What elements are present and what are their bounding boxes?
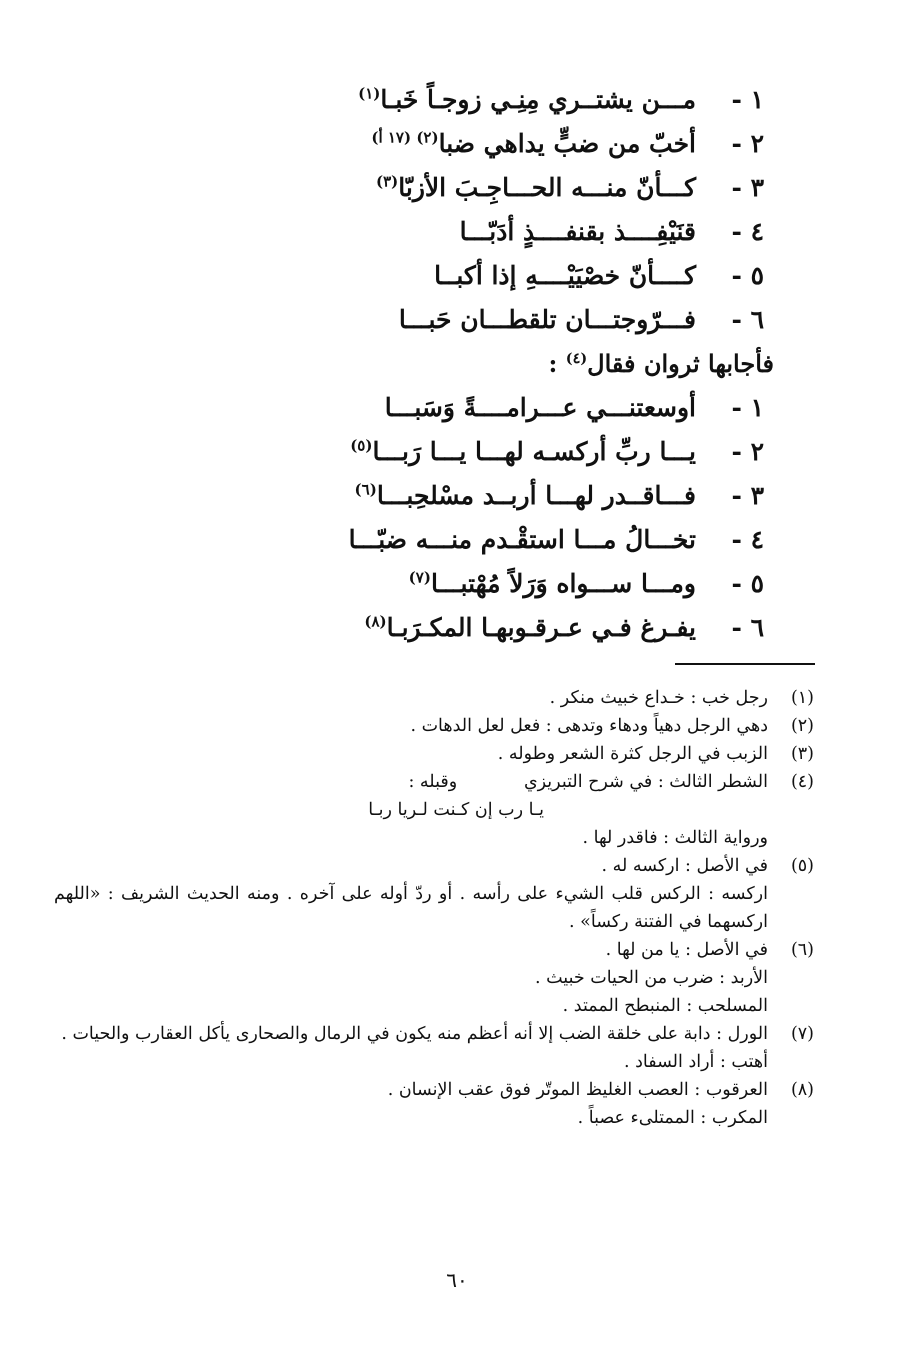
verse-line: ٥ -ومـــا ســـواه وَرَلاً مُهْتبـــا$^{(٧)}$ xyxy=(408,568,764,598)
footnote-continuation: أهتب : أراد السفاد . xyxy=(623,1052,768,1072)
footnote: (٣) الزبب في الرجل كثرة الشعر وطوله . xyxy=(497,744,814,764)
verse-line: ١ -أوسعتنـــي عـــرامــــةً وَسَبـــا xyxy=(384,393,764,422)
verse-line: ٤ -تخـــالُ مـــا استقْـدم منـــه ضبّـــا xyxy=(348,525,764,554)
footnote-continuation: المسلحب : المنبطح الممتد . xyxy=(562,996,768,1016)
footnote: (٤) الشطر الثالث : في شرح التبريزي وقبله : xyxy=(408,772,814,792)
footnote: (١) رجل خب : خـداع خبيث منكر . xyxy=(549,688,814,708)
footnote: (٢) دهي الرجل دهياً ودهاء وتدهى : فعل لعل الدهات . xyxy=(410,716,814,736)
footnote-continuation: الأربد : ضرب من الحيات خبيث . xyxy=(534,968,768,988)
verse-line: ١ -مـــن يشتــري مِنِـي زوجـاً خَبـا$^{(١)}$ xyxy=(358,84,764,114)
footnote-marker: (٣) xyxy=(375,172,399,191)
footnote-separator xyxy=(675,663,815,665)
footnote: (٥) في الأصل : اركسه له . xyxy=(601,856,814,876)
footnote-continuation: اركسه : الركس قلب الشيء على رأسه . أو ردّ أوله على آخره . ومنه الحديث الشريف : «اللهم اركسهما في الفتنة ركساً» . xyxy=(54,884,768,932)
reply-intro: فأجابها ثروان فقال$^{(٤)}$ : xyxy=(548,349,774,378)
footnote-continuation: ورواية الثالث : فاقدر لها . xyxy=(582,828,768,848)
verse-line: ٦ -يفـرغ فـي عـرقـوبهـا المكـرَبـا$^{(٨)}$ xyxy=(364,612,764,642)
verse-line: ٣ -فـــاقــدر لهـــا أربــد مسْلحِبـــا$^{(٦)}$ xyxy=(354,480,764,510)
footnote-marker: (٧) xyxy=(408,568,431,587)
footnote: (٧) الورل : دابة على خلقة الضب إلا أنه أعظم منه يكون في الرمال والصحارى يأكل العقارب والحيات . xyxy=(61,1024,814,1044)
footnote: (٦) في الأصل : يا من لها . xyxy=(605,940,814,960)
poem-verses xyxy=(224,78,774,650)
verse-line: ٢ -يـــا ربِّ أركسـه لهـــا يـــا رَبـــا$^{(٥)}$ xyxy=(350,436,764,466)
verse-line: ٣ -كـــأنّ منـــه الحـــاجِـبَ الأزبّا$^{(٣)}$ xyxy=(375,172,764,202)
footnote-marker: (٨) xyxy=(364,612,387,631)
footnote-continuation: المكرب : الممتلىء عصباً . xyxy=(577,1108,768,1128)
footnote: (٨) العرقوب : العصب الغليظ الموتّر فوق عقب الإنسان . xyxy=(387,1080,814,1100)
verse-line: ٢ -أخبّ من ضبٍّ يداهي ضبا$^{(٢) (١٧ أ)}$ xyxy=(371,128,764,158)
footnote-verse: يـا رب إن كـنت لـريا ربـا xyxy=(368,800,544,820)
footnote-marker: (٤) xyxy=(565,350,588,367)
page-number: ٦٠ xyxy=(446,1268,468,1292)
verse-line: ٥ -كــــأنّ خصْيَيْــــهِ إذا أكبــا xyxy=(434,261,764,290)
footnote-marker: (٥) xyxy=(350,436,373,455)
footnote-marker: (٢) (١٧ أ) xyxy=(371,128,439,147)
verse-line: ٤ -قنَيْفِــــذ بقنفــــذٍ أدَبّـــا xyxy=(459,217,764,246)
verse-line: ٦ -فـــرّوجتـــان تلقطـــان حَبـــا xyxy=(398,305,764,334)
footnote-marker: (١) xyxy=(358,84,381,103)
footnote-marker: (٦) xyxy=(354,480,377,499)
footnotes xyxy=(54,684,814,1132)
